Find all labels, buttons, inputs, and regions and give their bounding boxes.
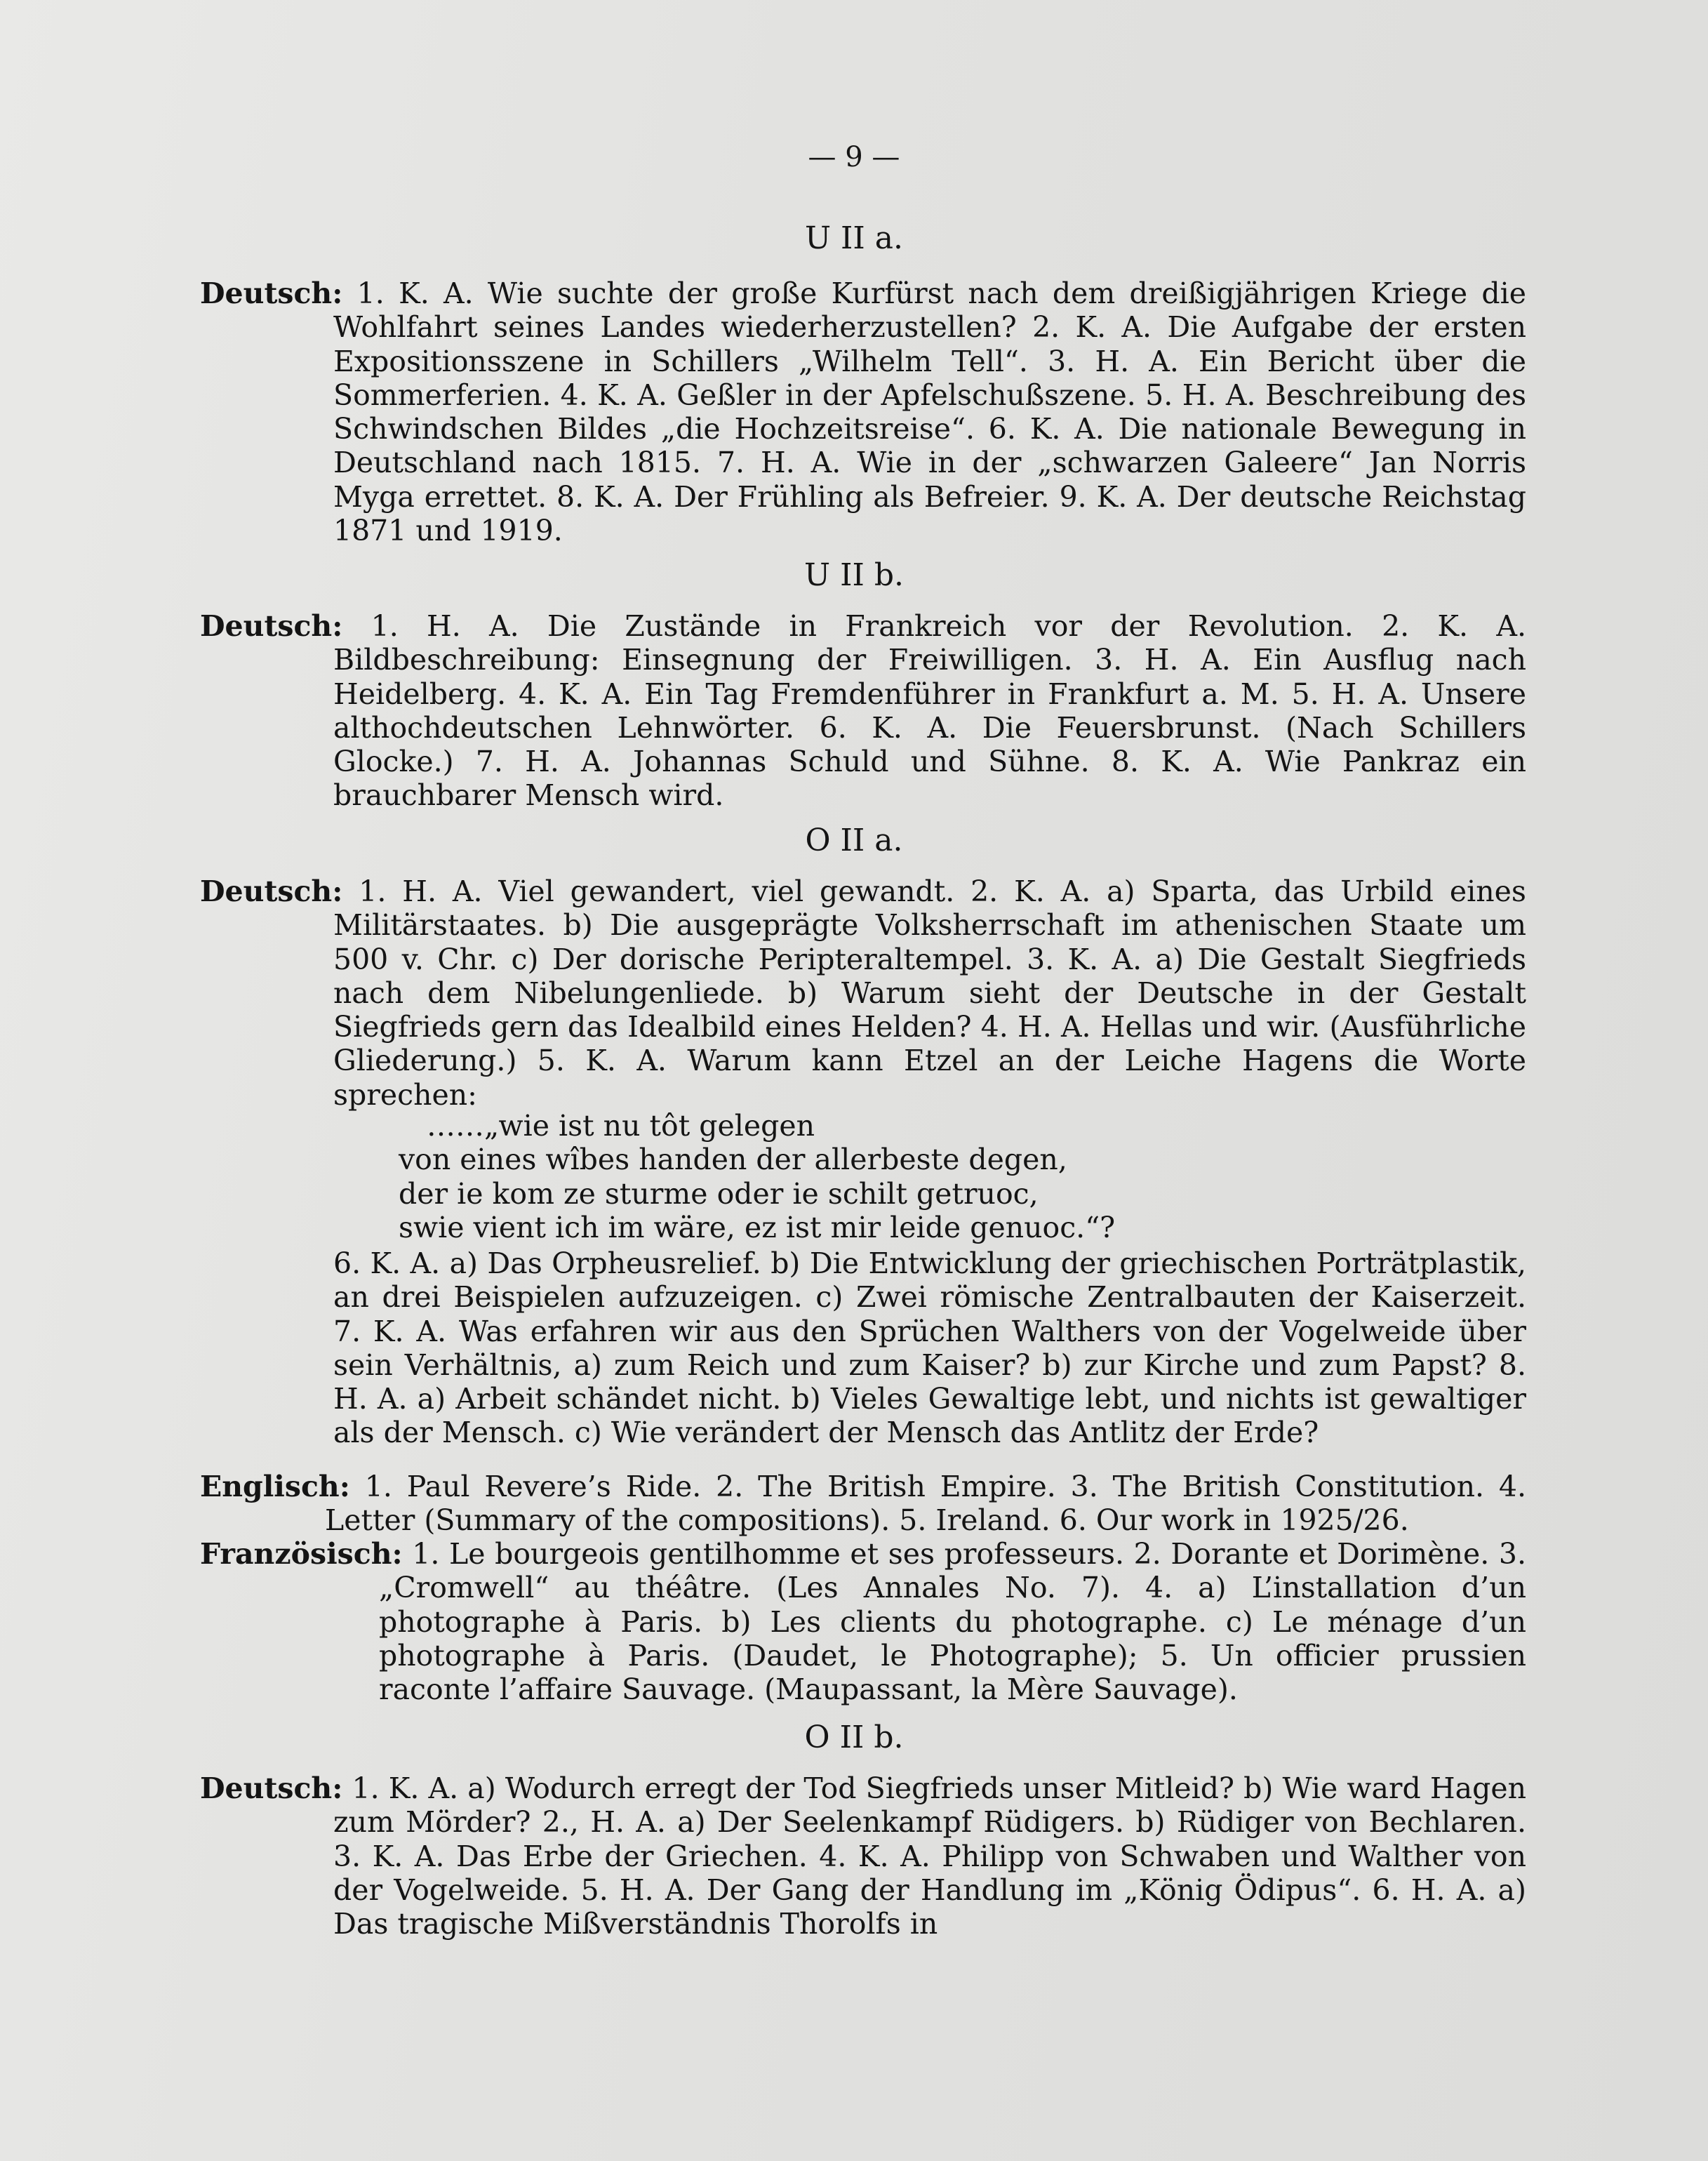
- entry-oiib-deutsch: [200, 1771, 1526, 1941]
- subject-label: Deutsch:: [200, 1771, 343, 1805]
- verse-line: swie vient ich im wäre, ez ist mir leide genuoc.“?: [399, 1210, 1116, 1244]
- entry-text: 1. H. A. Die Zustände in Frankreich vor der Revolution. 2. K. A. Bildbeschreibung: Einsegnung der Freiwilligen. 3. H. A. Ein Ausflug nach Heidelberg. 4. K. A. Ein Tag Fremdenführer in Frankfurt a. M. 5. H. A. Unsere althochdeutschen Lehnwörter. 6. K. A. Die Feuersbrunst. (Nach Schillers Glocke.) 7. H. A. Johannas Schuld und Sühne. 8. K. A. Wie Pankraz ein brauchbarer Mensch wird.: [333, 609, 1526, 813]
- entry-oiia-deutsch-continued: 6. K. A. a) Das Orpheusrelief. b) Die Entwicklung der griechischen Porträtplastik, an drei Beispielen aufzuzeigen. c) Zwei römische Zentralbauten der Kaiserzeit. 7. K. A. Was erfahren wir aus den Sprüchen Walthers von der Vogelweide über sein Verhältnis, a) zum Reich und zum Kaiser? b) zur Kirche und zum Papst? 8. H. A. a) Arbeit schändet nicht. b) Vieles Gewaltige lebt, und nichts ist gewaltiger als der Mensch. c) Wie verändert der Mensch das Antlitz der Erde?: [333, 1246, 1526, 1450]
- verse-quote: [399, 1109, 1451, 1244]
- entry-text: 1. K. A. a) Wodurch erregt der Tod Siegfrieds unser Mitleid? b) Wie ward Hagen zum Mörder? 2., H. A. a) Der Seelenkampf Rüdigers. b) Rüdiger von Bechlaren. 3. K. A. Das Erbe der Griechen. 4. K. A. Philipp von Schwaben und Walther von der Vogelweide. 5. H. A. Der Gang der Handlung im „König Ödipus“. 6. H. A. a) Das tragische Mißverständnis Thorolfs in: [333, 1771, 1526, 1941]
- section-heading-u-iib: U II b.: [804, 557, 904, 593]
- section-heading-o-iib: O II b.: [804, 1720, 904, 1755]
- subject-label: Deutsch:: [200, 609, 343, 643]
- entry-oiia-deutsch: [200, 875, 1526, 1112]
- subject-label: Französisch:: [200, 1537, 403, 1571]
- subject-label: Deutsch:: [200, 875, 343, 908]
- entry-text: 1. Le bourgeois gentilhomme et ses professeurs. 2. Dorante et Dorimène. 3. „Cromwell“ au théâtre. (Les Annales No. 7). 4. a) L’installation d’un photographe à Paris. b) Les clients du photographe. c) Le ménage d’un photographe à Paris. (Daudet, le Photographe); 5. Un officier prussien raconte l’affaire Sauvage. (Maupassant, la Mère Sauvage).: [379, 1537, 1526, 1707]
- subject-label: Englisch:: [200, 1470, 350, 1503]
- page-number: — 9 —: [808, 141, 900, 173]
- section-heading-u-iia: U II a.: [804, 220, 904, 256]
- entry-oiia-franzoesisch: [200, 1537, 1526, 1706]
- entry-text: 1. H. A. Viel gewandert, viel gewandt. 2. K. A. a) Sparta, das Urbild eines Militärstaates. b) Die ausgeprägte Volksherrschaft im athenischen Staate um 500 v. Chr. c) Der dorische Peripteraltempel. 3. K. A. a) Die Gestalt Siegfrieds nach dem Nibelungenliede. b) Warum sieht der Deutsche in der Gestalt Siegfrieds gern das Idealbild eines Helden? 4. H. A. Hellas und wir. (Ausführliche Gliederung.) 5. K. A. Warum kann Etzel an der Leiche Hagens die Worte sprechen:: [333, 875, 1526, 1112]
- entry-text: 1. Paul Revere’s Ride. 2. The British Empire. 3. The British Constitution. 4. Letter (Summary of the compositions). 5. Ireland. 6. Our work in 1925/26.: [325, 1470, 1526, 1538]
- verse-line: ……„wie ist nu tôt gelegen: [427, 1109, 815, 1143]
- section-heading-o-iia: O II a.: [805, 823, 903, 858]
- entry-oiia-englisch: [200, 1470, 1526, 1538]
- entry-text: 1. K. A. Wie suchte der große Kurfürst nach dem dreißigjährigen Kriege die Wohlfahrt seines Landes wiederherzustellen? 2. K. A. Die Aufgabe der ersten Expositionsszene in Schillers „Wilhelm Tell“. 3. H. A. Ein Bericht über die Sommerferien. 4. K. A. Geßler in der Apfelschußszene. 5. H. A. Beschreibung des Schwindschen Bildes „die Hochzeitsreise“. 6. K. A. Die nationale Bewegung in Deutschland nach 1815. 7. H. A. Wie in der „schwarzen Galeere“ Jan Norris Myga errettet. 8. K. A. Der Frühling als Befreier. 9. K. A. Der deutsche Reichstag 1871 und 1919.: [333, 277, 1526, 548]
- entry-uiia-deutsch: [200, 277, 1526, 547]
- verse-line: der ie kom ze sturme oder ie schilt getruoc,: [399, 1176, 1039, 1211]
- entry-uiib-deutsch: [200, 609, 1526, 813]
- subject-label: Deutsch:: [200, 277, 343, 310]
- verse-line: von eines wîbes handen der allerbeste degen,: [399, 1143, 1067, 1177]
